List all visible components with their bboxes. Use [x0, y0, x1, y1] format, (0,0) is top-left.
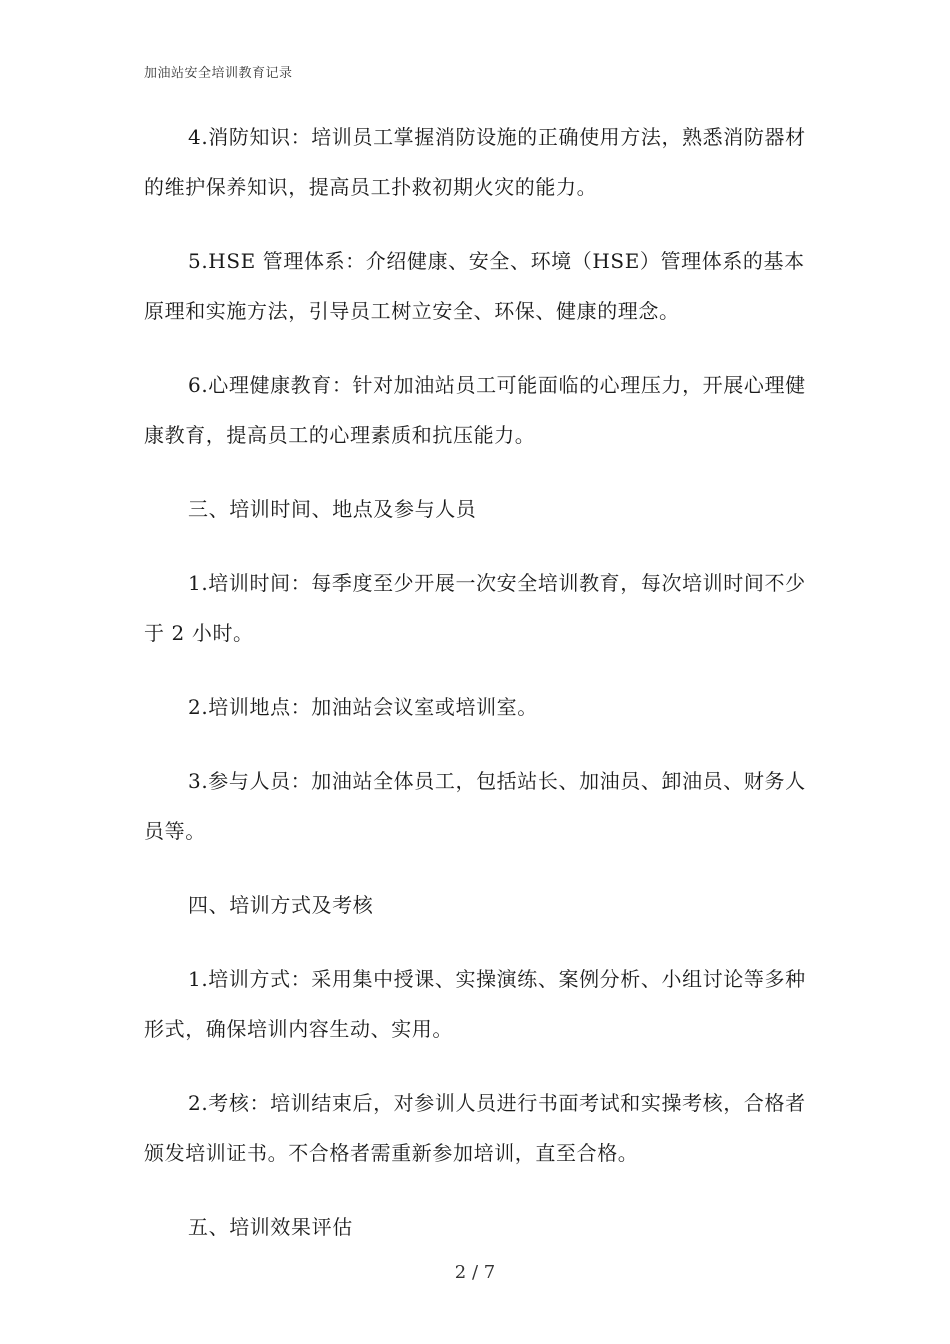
paragraph-participants: 3.参与人员：加油站全体员工，包括站长、加油员、卸油员、财务人员等。 [144, 769, 806, 843]
section-heading-evaluation: 五、培训效果评估 [188, 1215, 353, 1239]
running-header: 加油站安全培训教育记录 [144, 66, 293, 81]
page-number: 2 / 7 [454, 1262, 496, 1283]
paragraph-training-method: 1.培训方式：采用集中授课、实操演练、案例分析、小组讨论等多种形式，确保培训内容生动、实用。 [144, 967, 806, 1041]
section-heading-time-place: 三、培训时间、地点及参与人员 [188, 497, 477, 521]
paragraph-training-time: 1.培训时间：每季度至少开展一次安全培训教育，每次培训时间不少于 2 小时。 [144, 571, 806, 645]
paragraph-hse-system: 5.HSE 管理体系：介绍健康、安全、环境（HSE）管理体系的基本原理和实施方法，引导员工树立安全、环保、健康的理念。 [144, 249, 805, 323]
paragraph-training-place: 2.培训地点：加油站会议室或培训室。 [188, 695, 538, 719]
paragraph-assessment: 2.考核：培训结束后，对参训人员进行书面考试和实操考核，合格者颁发培训证书。不合格者需重新参加培训，直至合格。 [144, 1091, 806, 1165]
paragraph-mental-health: 6.心理健康教育：针对加油站员工可能面临的心理压力，开展心理健康教育，提高员工的心理素质和抗压能力。 [144, 373, 806, 447]
paragraph-fire-knowledge: 4.消防知识：培训员工掌握消防设施的正确使用方法，熟悉消防器材的维护保养知识，提高员工扑救初期火灾的能力。 [144, 125, 806, 199]
document-body [144, 112, 808, 1276]
section-heading-method-assessment: 四、培训方式及考核 [188, 893, 374, 917]
